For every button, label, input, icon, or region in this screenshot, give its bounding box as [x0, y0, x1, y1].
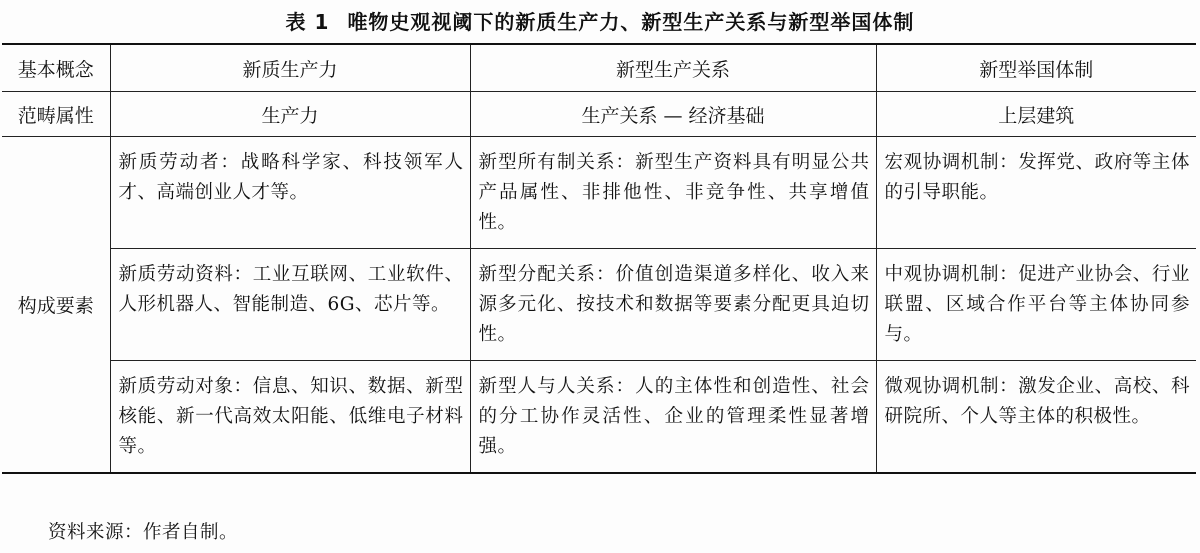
header-row	[2, 44, 1196, 92]
table-cell: 新型所有制关系：新型生产资料具有明显公共产品属性、非排他性、非竞争性、共享增值性。	[470, 137, 876, 249]
table-title-text: 唯物史观视阈下的新质生产力、新型生产关系与新型举国体制	[347, 10, 915, 34]
header-cell: 新型生产关系	[470, 44, 876, 92]
components-label: 构成要素	[2, 137, 110, 474]
header-cell: 基本概念	[2, 44, 110, 92]
component-row	[2, 249, 1196, 361]
table-cell: 新型人与人关系：人的主体性和创造性、社会的分工协作灵活性、企业的管理柔性显著增强。	[470, 361, 876, 474]
table-cell: 中观协调机制：促进产业协会、行业联盟、区域合作平台等主体协同参与。	[876, 249, 1196, 361]
table-cell: 新质劳动者：战略科学家、科技领军人才、高端创业人才等。	[110, 137, 470, 249]
component-row	[2, 361, 1196, 474]
header-cell: 新质生产力	[110, 44, 470, 92]
table-cell: 微观协调机制：激发企业、高校、科研院所、个人等主体的积极性。	[876, 361, 1196, 474]
table-title	[0, 6, 1200, 35]
concept-table	[2, 43, 1196, 474]
header-cell: 新型举国体制	[876, 44, 1196, 92]
attribute-cell: 生产力	[110, 92, 470, 137]
table-cell: 宏观协调机制：发挥党、政府等主体的引导职能。	[876, 137, 1196, 249]
attribute-cell: 生产关系 — 经济基础	[470, 92, 876, 137]
attribute-label: 范畴属性	[2, 92, 110, 137]
table-cell: 新质劳动资料：工业互联网、工业软件、人形机器人、智能制造、6G、芯片等。	[110, 249, 470, 361]
table-cell: 新质劳动对象：信息、知识、数据、新型核能、新一代高效太阳能、低维电子材料等。	[110, 361, 470, 474]
source-note: 资料来源：作者自制。	[48, 522, 239, 543]
component-row	[2, 137, 1196, 249]
attribute-cell: 上层建筑	[876, 92, 1196, 137]
table-number: 表 1	[285, 10, 330, 34]
table-cell: 新型分配关系：价值创造渠道多样化、收入来源多元化、按技术和数据等要素分配更具迫切性。	[470, 249, 876, 361]
attribute-row	[2, 92, 1196, 137]
